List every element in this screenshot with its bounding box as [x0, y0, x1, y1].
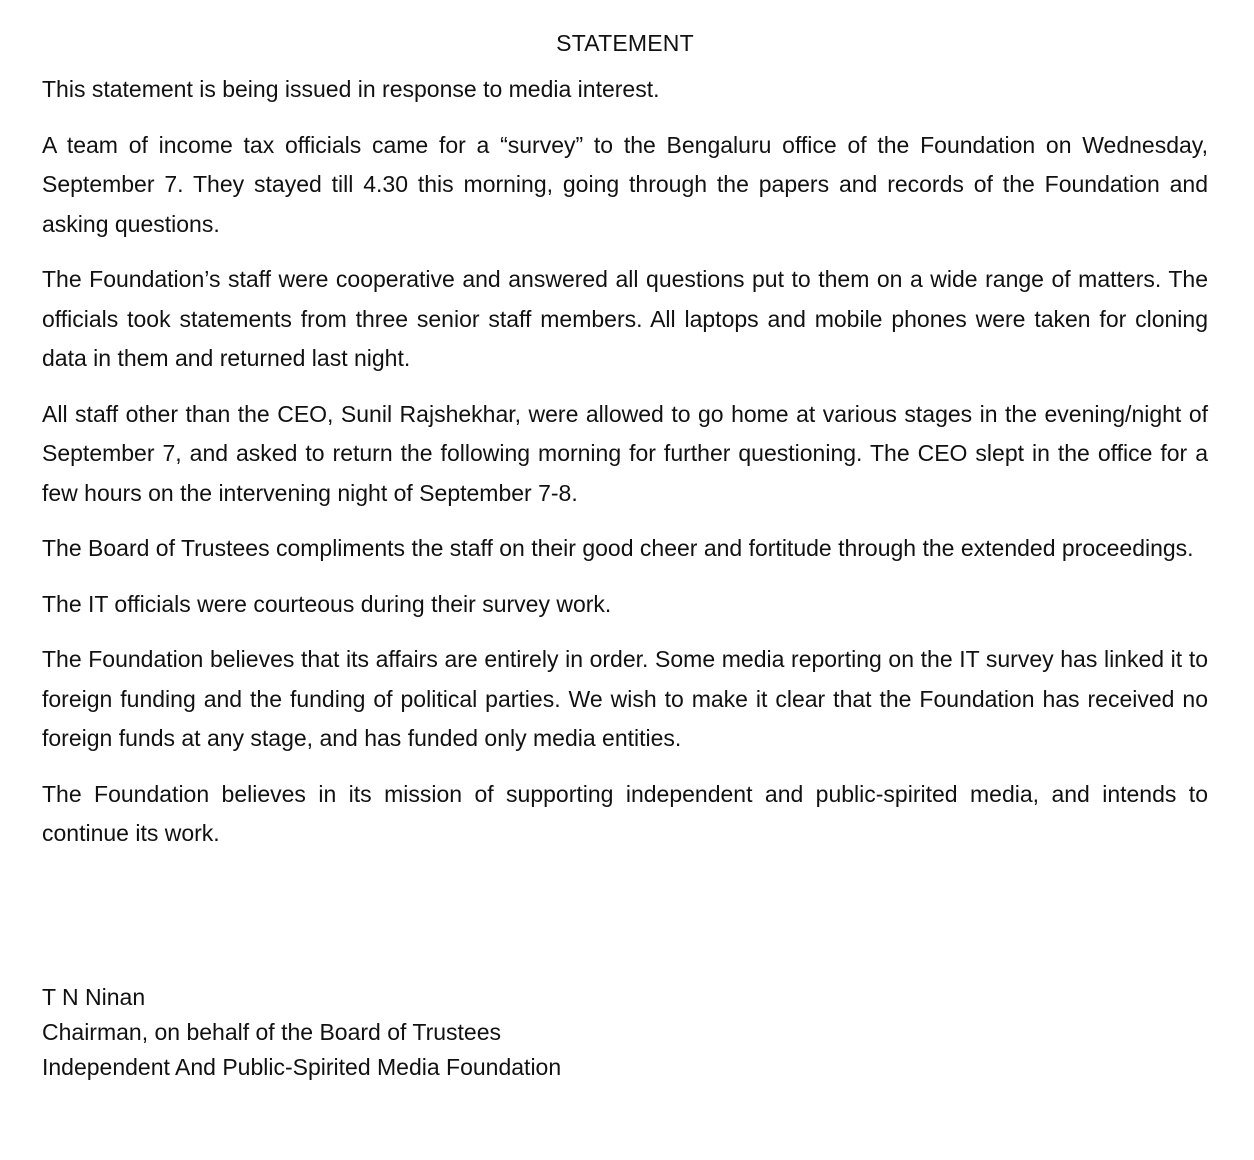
paragraph-staff-cooperation: The Foundation’s staff were cooperative and answered all questions put to them on a wide range of matters. The officials took statements from three senior staff members. All laptops and mobile phones were taken for cloning data in them and returned last night.	[42, 266, 1208, 371]
signatory-name: T N Ninan	[42, 984, 146, 1010]
signatory-organization: Independent And Public-Spirited Media Foundation	[42, 1054, 562, 1080]
paragraph-intro: This statement is being issued in response to media interest.	[42, 76, 660, 102]
document-title: STATEMENT	[556, 30, 694, 56]
paragraph-mission: The Foundation believes in its mission of supporting independent and public-spirited media, and intends to continue its work.	[42, 780, 1208, 846]
signature-block	[42, 980, 561, 1085]
paragraph-officials-courteous: The IT officials were courteous during their survey work.	[42, 590, 612, 617]
paragraph-board-compliments: The Board of Trustees compliments the staff on their good cheer and fortitude through the extended proceedings.	[42, 535, 1194, 561]
signatory-role: Chairman, on behalf of the Board of Trustees	[42, 1019, 501, 1045]
paragraph-ceo-night: All staff other than the CEO, Sunil Rajshekhar, were allowed to go home at various stages in the evening/night of September 7, and asked to return the following morning for further questioning. The CEO slept in the office for a few hours on the intervening night of September 7-8.	[42, 400, 1208, 506]
paragraph-survey-visit: A team of income tax officials came for a “survey” to the Bengaluru office of the Foundation on Wednesday, September 7. They stayed till 4.30 this morning, going through the papers and records of the Foundation and asking questions.	[42, 131, 1208, 237]
paragraph-affairs-in-order: The Foundation believes that its affairs are entirely in order. Some media reporting on the IT survey has linked it to foreign funding and the funding of political parties. We wish to make it clear that the Foundation has received no foreign funds at any stage, and has funded only media entities.	[42, 646, 1208, 751]
